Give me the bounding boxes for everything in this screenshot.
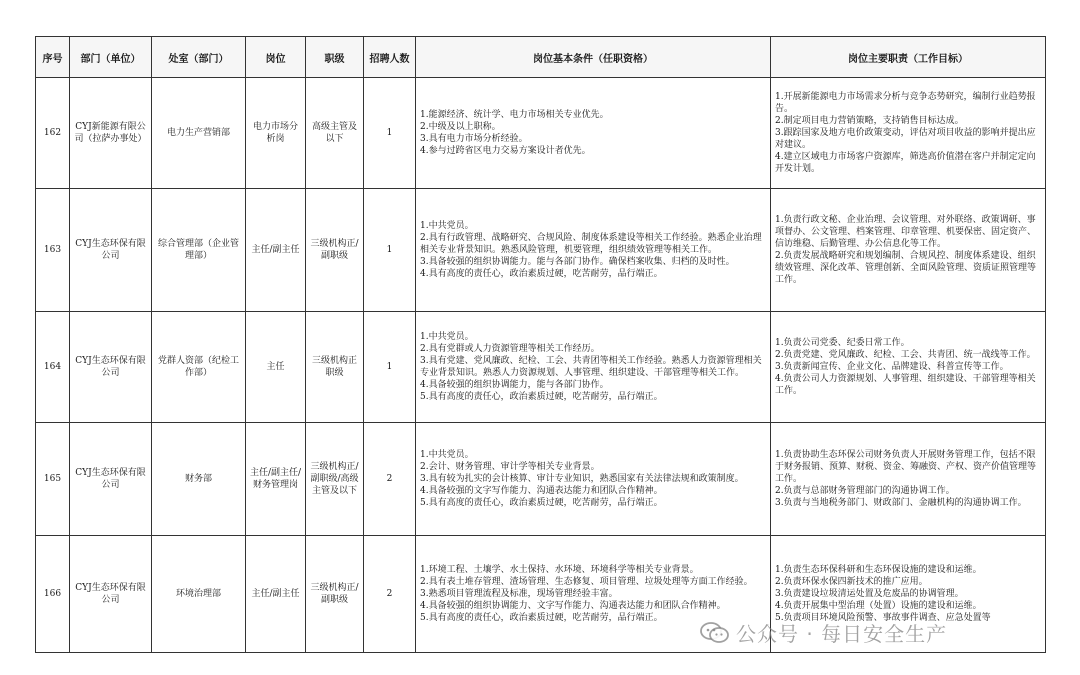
unit-cell: CYJ生态环保有限公司	[70, 312, 152, 423]
duty-line: 4.负责公司人力资源规划、人事管理、组织建设、干部管理等相关工作。	[775, 374, 1036, 396]
dept-cell: 环境治理部	[152, 536, 246, 653]
requirement-line: 3.具备较强的组织协调能力。能与各部门协作。确保档案收集、归档的及时性。	[420, 257, 735, 267]
row-number: 165	[36, 423, 70, 536]
requirement-line: 3.具有党建、党风廉政、纪检、工会、共青团等相关工作经验。熟悉人力资源管理相关专业背景知识。熟悉人力资源规划、人事管理、组织建设、干部管理等相关工作。	[420, 356, 762, 378]
dept-cell: 电力生产营销部	[152, 78, 246, 189]
wechat-logo-icon	[700, 622, 730, 644]
duty-line: 3.负责与当地税务部门、财政部门、金融机构的沟通协调工作。	[775, 498, 1027, 508]
rank-cell: 高级主管及以下	[306, 78, 364, 189]
duty-line: 5.负责项目环境风险预警、事故事件调查、应急处置等	[775, 613, 991, 623]
table-header-row	[36, 37, 1046, 78]
requirement-line: 1.中共党员。	[420, 450, 474, 460]
row-number: 162	[36, 78, 70, 189]
duty-line: 2.负责与总部财务管理部门的沟通协调工作。	[775, 486, 955, 496]
requirements-cell	[416, 78, 771, 189]
requirements-cell	[416, 189, 771, 312]
row-number: 163	[36, 189, 70, 312]
table-row	[36, 312, 1046, 423]
duty-line: 2.负责环保水保四新技术的推广应用。	[775, 577, 928, 587]
count-cell: 1	[364, 189, 416, 312]
dept-cell: 党群人资部（纪检工作部）	[152, 312, 246, 423]
requirement-line: 4.具备较强的组织协调能力，能与各部门协作。	[420, 380, 609, 390]
duty-line: 3.负责建设垃圾清运处置及危废品的协调管理。	[775, 589, 964, 599]
row-number: 166	[36, 536, 70, 653]
watermark	[700, 618, 947, 647]
duty-line: 1.开展新能源电力市场需求分析与竞争态势研究，编制行业趋势报告。	[775, 92, 1036, 114]
requirement-line: 2.具有党群或人力资源管理等相关工作经历。	[420, 344, 600, 354]
requirement-line: 4.参与过跨省区电力交易方案设计者优先。	[420, 146, 591, 156]
duty-line: 1.负责生态环保科研和生态环保设施的建设和运维。	[775, 565, 982, 575]
requirement-line: 3.具有电力市场分析经验。	[420, 134, 528, 144]
rank-cell: 三级机构正/副职级	[306, 189, 364, 312]
post-cell: 电力市场分析岗	[246, 78, 306, 189]
requirements-cell	[416, 423, 771, 536]
count-cell: 1	[364, 312, 416, 423]
dept-cell: 财务部	[152, 423, 246, 536]
requirement-line: 1.中共党员。	[420, 221, 474, 231]
count-cell: 1	[364, 78, 416, 189]
duty-line: 2.制定项目电力营销策略，支持销售目标达成。	[775, 116, 964, 126]
post-cell: 主任/副主任	[246, 189, 306, 312]
rank-cell: 三级机构正/副职级	[306, 536, 364, 653]
duties-cell	[771, 312, 1046, 423]
unit-cell: CYJ生态环保有限公司	[70, 189, 152, 312]
header-cell: 职级	[306, 37, 364, 78]
duty-line: 1.负责行政文秘、企业治理、会议管理、对外联络、政策调研、事项督办、公文管理、档案管理、印章管理、机要保密、固定资产、信访维稳、后勤管理、办公信息化等工作。	[775, 215, 1037, 249]
header-cell: 处室（部门）	[152, 37, 246, 78]
header-cell: 序号	[36, 37, 70, 78]
post-cell: 主任/副主任	[246, 536, 306, 653]
requirement-line: 2.具有表土堆存管理、渣场管理、生态修复、项目管理、垃圾处理等方面工作经验。	[420, 577, 753, 587]
unit-cell: CYJ生态环保有限公司	[70, 423, 152, 536]
requirements-cell	[416, 312, 771, 423]
unit-cell: CYJ生态环保有限公司	[70, 536, 152, 653]
dept-cell: 综合管理部（企业管理部）	[152, 189, 246, 312]
requirement-line: 3.熟悉项目管理流程及标准，现场管理经验丰富。	[420, 589, 618, 599]
duty-line: 2.负责发展战略研究和规划编制、合规风控、制度体系建设、组织绩效管理、深化改革、管理创新、全面风险管理、资质证照管理等工作。	[775, 251, 1037, 285]
post-cell: 主任	[246, 312, 306, 423]
count-cell: 2	[364, 423, 416, 536]
duty-line: 4.负责开展集中型治理（处置）设施的建设和运维。	[775, 601, 982, 611]
header-cell: 招聘人数	[364, 37, 416, 78]
watermark-text: 公众号 · 每日安全生产	[736, 622, 948, 646]
requirement-line: 2.具有行政管理、战略研究、合规风险、制度体系建设等相关工作经验。熟悉企业治理相关专业背景知识。熟悉风险管理，机要管理，组织绩效管理等相关工作。	[420, 233, 762, 255]
requirement-line: 2.会计、财务管理、审计学等相关专业背景。	[420, 462, 600, 472]
requirement-line: 1.中共党员。	[420, 332, 474, 342]
count-cell: 2	[364, 536, 416, 653]
table-row	[36, 78, 1046, 189]
requirement-line: 5.具有高度的责任心，政治素质过硬，吃苦耐劳，品行端正。	[420, 613, 663, 623]
rank-cell: 三级机构正/副职级/高级主管及以下	[306, 423, 364, 536]
unit-cell: CYJ新能源有限公司（拉萨办事处）	[70, 78, 152, 189]
rank-cell: 三级机构正职级	[306, 312, 364, 423]
header-cell: 岗位主要职责（工作目标）	[771, 37, 1046, 78]
requirement-line: 4.具备较强的组织协调能力、文字写作能力、沟通表达能力和团队合作精神。	[420, 601, 726, 611]
duty-line: 1.负责公司党委、纪委日常工作。	[775, 338, 910, 348]
header-cell: 岗位基本条件（任职资格）	[416, 37, 771, 78]
post-cell: 主任/副主任/财务管理岗	[246, 423, 306, 536]
header-cell: 部门（单位）	[70, 37, 152, 78]
duties-cell	[771, 78, 1046, 189]
requirement-line: 3.具有较为扎实的会计核算、审计专业知识，熟悉国家有关法律法规和政策制度。	[420, 474, 744, 484]
duty-line: 1.负责协助生态环保公司财务负责人开展财务管理工作，包括不限于财务报销、预算、财税、资金、筹融资、产权、资产价值管理等工作。	[775, 450, 1037, 484]
requirement-line: 4.具有高度的责任心，政治素质过硬，吃苦耐劳，品行端正。	[420, 269, 663, 279]
table-row	[36, 423, 1046, 536]
duty-line: 4.建立区域电力市场客户资源库，筛选高价值潜在客户并制定定向开发计划。	[775, 152, 1036, 174]
duty-line: 3.负责新闻宣传、企业文化、品牌建设、科普宣传等工作。	[775, 362, 1009, 372]
requirement-line: 5.具有高度的责任心，政治素质过硬，吃苦耐劳，品行端正。	[420, 392, 663, 402]
requirement-line: 1.能源经济、统计学、电力市场相关专业优先。	[420, 110, 609, 120]
requirement-line: 5.具有高度的责任心，政治素质过硬，吃苦耐劳，品行端正。	[420, 498, 663, 508]
table-row	[36, 189, 1046, 312]
duties-cell	[771, 423, 1046, 536]
recruitment-table	[35, 36, 1046, 653]
requirement-line: 4.具备较强的文字写作能力、沟通表达能力和团队合作精神。	[420, 486, 663, 496]
requirement-line: 1.环境工程、土壤学、水土保持、水环境、环境科学等相关专业背景。	[420, 565, 699, 575]
duty-line: 2.负责党建、党风廉政、纪检、工会、共青团、统一战线等工作。	[775, 350, 1036, 360]
requirement-line: 2.中级及以上职称。	[420, 122, 501, 132]
duty-line: 3.跟踪国家及地方电价政策变动，评估对项目收益的影响并提出应对建议。	[775, 128, 1036, 150]
duties-cell	[771, 189, 1046, 312]
header-cell: 岗位	[246, 37, 306, 78]
row-number: 164	[36, 312, 70, 423]
